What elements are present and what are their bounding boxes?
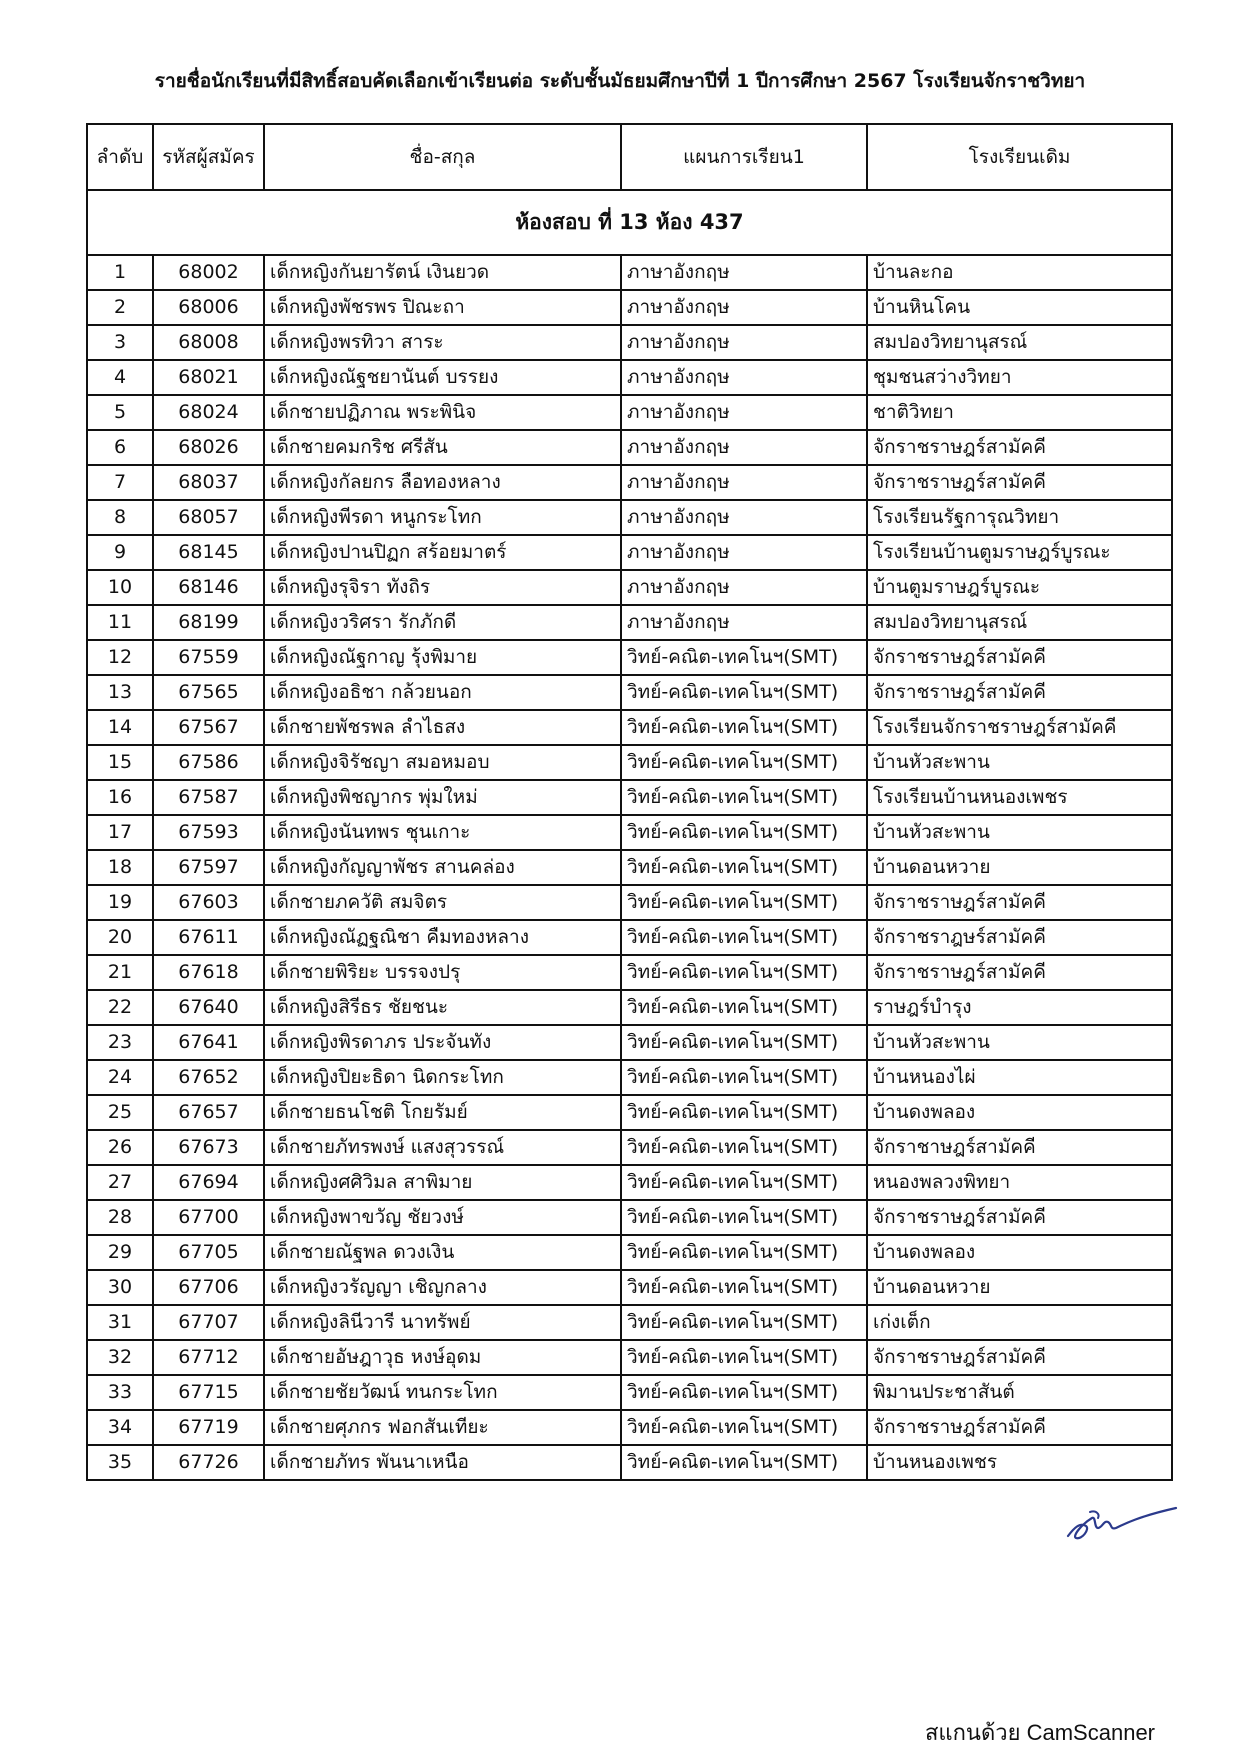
row-full-name-cell: เด็กหญิงจิรัชญา สมอหมอบ (264, 745, 621, 780)
table-row (87, 255, 1172, 290)
row-former-school-cell: บ้านหัวสะพาน (867, 1025, 1172, 1060)
row-full-name-cell: เด็กหญิงศศิวิมล สาพิมาย (264, 1165, 621, 1200)
row-former-school-cell: ราษฎร์บำรุง (867, 990, 1172, 1025)
row-study-plan-cell: ภาษาอังกฤษ (621, 360, 867, 395)
row-order-cell: 9 (87, 535, 153, 570)
table-row (87, 570, 1172, 605)
row-applicant-id-cell: 68024 (153, 395, 264, 430)
row-full-name-cell: เด็กหญิงกัญญาพัชร สานคล่อง (264, 850, 621, 885)
table-header-row (87, 124, 1172, 190)
row-study-plan-cell: ภาษาอังกฤษ (621, 570, 867, 605)
row-former-school-cell: สมปองวิทยานุสรณ์ (867, 605, 1172, 640)
row-full-name-cell: เด็กหญิงพรทิวา สาระ (264, 325, 621, 360)
row-former-school-cell: โรงเรียนจักราชราษฎร์สามัคคี (867, 710, 1172, 745)
row-former-school-cell: บ้านละกอ (867, 255, 1172, 290)
row-study-plan-cell: วิทย์-คณิต-เทคโนฯ(SMT) (621, 1095, 867, 1130)
row-study-plan-cell: ภาษาอังกฤษ (621, 500, 867, 535)
exam-room-header: ห้องสอบ ที่ 13 ห้อง 437 (87, 190, 1172, 255)
row-full-name-cell: เด็กชายพัชรพล ลำไธสง (264, 710, 621, 745)
row-study-plan-cell: วิทย์-คณิต-เทคโนฯ(SMT) (621, 990, 867, 1025)
row-study-plan-cell: วิทย์-คณิต-เทคโนฯ(SMT) (621, 710, 867, 745)
row-full-name-cell: เด็กหญิงกันยารัตน์ เงินยวด (264, 255, 621, 290)
row-order-cell: 28 (87, 1200, 153, 1235)
row-applicant-id-cell: 68006 (153, 290, 264, 325)
table-row (87, 1375, 1172, 1410)
row-study-plan-cell: ภาษาอังกฤษ (621, 395, 867, 430)
row-former-school-cell: บ้านดอนหวาย (867, 1270, 1172, 1305)
row-former-school-cell: จักราชาษฎร์สามัคคี (867, 1130, 1172, 1165)
row-applicant-id-cell: 68002 (153, 255, 264, 290)
table-row (87, 675, 1172, 710)
row-former-school-cell: หนองพลวงพิทยา (867, 1165, 1172, 1200)
row-order-cell: 1 (87, 255, 153, 290)
row-order-cell: 11 (87, 605, 153, 640)
row-former-school-cell: จักราชราษฎร์สามัคคี (867, 640, 1172, 675)
row-study-plan-cell: วิทย์-คณิต-เทคโนฯ(SMT) (621, 1235, 867, 1270)
table-row (87, 430, 1172, 465)
row-study-plan-cell: วิทย์-คณิต-เทคโนฯ(SMT) (621, 1305, 867, 1340)
row-former-school-cell: จักราชราษฎร์สามัคคี (867, 885, 1172, 920)
table-row (87, 1445, 1172, 1480)
table-row (87, 745, 1172, 780)
row-former-school-cell: จักราชราษฎร์สามัคคี (867, 465, 1172, 500)
row-applicant-id-cell: 68145 (153, 535, 264, 570)
row-full-name-cell: เด็กชายปฏิภาณ พระพินิจ (264, 395, 621, 430)
row-order-cell: 15 (87, 745, 153, 780)
row-full-name-cell: เด็กชายณัฐพล ดวงเงิน (264, 1235, 621, 1270)
row-applicant-id-cell: 67726 (153, 1445, 264, 1480)
table-row (87, 955, 1172, 990)
row-order-cell: 24 (87, 1060, 153, 1095)
row-study-plan-cell: ภาษาอังกฤษ (621, 430, 867, 465)
row-applicant-id-cell: 67611 (153, 920, 264, 955)
row-applicant-id-cell: 67700 (153, 1200, 264, 1235)
row-applicant-id-cell: 67618 (153, 955, 264, 990)
table-row (87, 1305, 1172, 1340)
row-applicant-id-cell: 67657 (153, 1095, 264, 1130)
row-study-plan-cell: ภาษาอังกฤษ (621, 255, 867, 290)
row-order-cell: 17 (87, 815, 153, 850)
row-applicant-id-cell: 68026 (153, 430, 264, 465)
row-full-name-cell: เด็กหญิงพาขวัญ ชัยวงษ์ (264, 1200, 621, 1235)
row-study-plan-cell: วิทย์-คณิต-เทคโนฯ(SMT) (621, 1340, 867, 1375)
row-full-name-cell: เด็กหญิงพีรดา หนูกระโทก (264, 500, 621, 535)
table-row (87, 500, 1172, 535)
row-order-cell: 20 (87, 920, 153, 955)
table-row (87, 710, 1172, 745)
table-row (87, 850, 1172, 885)
table-row (87, 290, 1172, 325)
row-study-plan-cell: วิทย์-คณิต-เทคโนฯ(SMT) (621, 815, 867, 850)
row-order-cell: 3 (87, 325, 153, 360)
row-former-school-cell: โรงเรียนบ้านหนองเพชร (867, 780, 1172, 815)
table-row (87, 920, 1172, 955)
row-study-plan-cell: ภาษาอังกฤษ (621, 290, 867, 325)
table-row (87, 990, 1172, 1025)
row-full-name-cell: เด็กชายพิริยะ บรรจงปรุ (264, 955, 621, 990)
row-order-cell: 30 (87, 1270, 153, 1305)
row-former-school-cell: จักราชราษฎร์สามัคคี (867, 1410, 1172, 1445)
row-former-school-cell: บ้านดงพลอง (867, 1095, 1172, 1130)
row-former-school-cell: โรงเรียนบ้านตูมราษฎร์บูรณะ (867, 535, 1172, 570)
row-applicant-id-cell: 67705 (153, 1235, 264, 1270)
row-order-cell: 16 (87, 780, 153, 815)
row-order-cell: 14 (87, 710, 153, 745)
table-row (87, 605, 1172, 640)
table-row (87, 1130, 1172, 1165)
row-former-school-cell: ชุมชนสว่างวิทยา (867, 360, 1172, 395)
row-order-cell: 34 (87, 1410, 153, 1445)
row-former-school-cell: สมปองวิทยานุสรณ์ (867, 325, 1172, 360)
row-former-school-cell: จักราชราฎษร์สามัคคี (867, 920, 1172, 955)
row-former-school-cell: จักราชราษฎร์สามัคคี (867, 1340, 1172, 1375)
row-order-cell: 7 (87, 465, 153, 500)
row-study-plan-cell: วิทย์-คณิต-เทคโนฯ(SMT) (621, 1200, 867, 1235)
row-applicant-id-cell: 67587 (153, 780, 264, 815)
table-row (87, 325, 1172, 360)
row-former-school-cell: บ้านหนองเพชร (867, 1445, 1172, 1480)
row-applicant-id-cell: 67652 (153, 1060, 264, 1095)
row-applicant-id-cell: 67694 (153, 1165, 264, 1200)
row-full-name-cell: เด็กหญิงลินีวารี นาทรัพย์ (264, 1305, 621, 1340)
row-study-plan-cell: วิทย์-คณิต-เทคโนฯ(SMT) (621, 675, 867, 710)
row-former-school-cell: จักราชราษฎร์สามัคคี (867, 675, 1172, 710)
table-row (87, 885, 1172, 920)
row-applicant-id-cell: 67597 (153, 850, 264, 885)
row-order-cell: 19 (87, 885, 153, 920)
table-row (87, 395, 1172, 430)
row-order-cell: 5 (87, 395, 153, 430)
row-full-name-cell: เด็กหญิงณัฐชยานันต์ บรรยง (264, 360, 621, 395)
row-applicant-id-cell: 67567 (153, 710, 264, 745)
row-former-school-cell: บ้านหัวสะพาน (867, 745, 1172, 780)
table-row (87, 780, 1172, 815)
row-full-name-cell: เด็กชายภัทรพงษ์ แสงสุวรรณ์ (264, 1130, 621, 1165)
row-full-name-cell: เด็กหญิงกัลยกร ลือทองหลาง (264, 465, 621, 500)
row-former-school-cell: โรงเรียนรัฐการุณวิทยา (867, 500, 1172, 535)
row-former-school-cell: จักราชราษฎร์สามัคคี (867, 955, 1172, 990)
row-applicant-id-cell: 68146 (153, 570, 264, 605)
row-applicant-id-cell: 67593 (153, 815, 264, 850)
table-row (87, 535, 1172, 570)
row-former-school-cell: บ้านดงพลอง (867, 1235, 1172, 1270)
row-applicant-id-cell: 68037 (153, 465, 264, 500)
scanner-brand-footer: สแกนด้วย CamScanner (925, 1720, 1156, 1745)
row-applicant-id-cell: 67719 (153, 1410, 264, 1445)
row-study-plan-cell: วิทย์-คณิต-เทคโนฯ(SMT) (621, 1060, 867, 1095)
row-former-school-cell: จักราชราษฎร์สามัคคี (867, 1200, 1172, 1235)
row-study-plan-cell: วิทย์-คณิต-เทคโนฯ(SMT) (621, 920, 867, 955)
table-row (87, 465, 1172, 500)
column-header-applicant-id: รหัสผู้สมัคร (153, 124, 264, 190)
row-former-school-cell: ชาติวิทยา (867, 395, 1172, 430)
row-order-cell: 2 (87, 290, 153, 325)
row-order-cell: 29 (87, 1235, 153, 1270)
row-applicant-id-cell: 67715 (153, 1375, 264, 1410)
row-former-school-cell: เก่งเต็ก (867, 1305, 1172, 1340)
row-applicant-id-cell: 67559 (153, 640, 264, 675)
row-applicant-id-cell: 67673 (153, 1130, 264, 1165)
row-study-plan-cell: วิทย์-คณิต-เทคโนฯ(SMT) (621, 640, 867, 675)
row-former-school-cell: จักราชราษฎร์สามัคคี (867, 430, 1172, 465)
row-full-name-cell: เด็กหญิงพิชญากร พุ่มใหม่ (264, 780, 621, 815)
row-study-plan-cell: วิทย์-คณิต-เทคโนฯ(SMT) (621, 1025, 867, 1060)
row-study-plan-cell: วิทย์-คณิต-เทคโนฯ(SMT) (621, 1165, 867, 1200)
row-study-plan-cell: วิทย์-คณิต-เทคโนฯ(SMT) (621, 780, 867, 815)
table-row (87, 360, 1172, 395)
row-order-cell: 18 (87, 850, 153, 885)
row-full-name-cell: เด็กหญิงณัฐกาญ รุ้งพิมาย (264, 640, 621, 675)
table-row (87, 1025, 1172, 1060)
row-order-cell: 27 (87, 1165, 153, 1200)
table-row (87, 1235, 1172, 1270)
row-study-plan-cell: ภาษาอังกฤษ (621, 465, 867, 500)
row-former-school-cell: บ้านหินโคน (867, 290, 1172, 325)
row-former-school-cell: บ้านตูมราษฎร์บูรณะ (867, 570, 1172, 605)
row-full-name-cell: เด็กชายคมกริช ศรีสัน (264, 430, 621, 465)
row-applicant-id-cell: 67565 (153, 675, 264, 710)
row-study-plan-cell: วิทย์-คณิต-เทคโนฯ(SMT) (621, 1410, 867, 1445)
row-order-cell: 25 (87, 1095, 153, 1130)
row-applicant-id-cell: 67712 (153, 1340, 264, 1375)
row-order-cell: 31 (87, 1305, 153, 1340)
table-row (87, 1340, 1172, 1375)
row-full-name-cell: เด็กหญิงอธิชา กล้วยนอก (264, 675, 621, 710)
table-row (87, 640, 1172, 675)
table-row (87, 1410, 1172, 1445)
row-study-plan-cell: วิทย์-คณิต-เทคโนฯ(SMT) (621, 885, 867, 920)
row-full-name-cell: เด็กชายภัทร พันนาเหนือ (264, 1445, 621, 1480)
row-applicant-id-cell: 68057 (153, 500, 264, 535)
row-applicant-id-cell: 67640 (153, 990, 264, 1025)
row-order-cell: 12 (87, 640, 153, 675)
row-full-name-cell: เด็กหญิงนันทพร ชุนเกาะ (264, 815, 621, 850)
row-order-cell: 26 (87, 1130, 153, 1165)
row-order-cell: 23 (87, 1025, 153, 1060)
row-order-cell: 33 (87, 1375, 153, 1410)
row-study-plan-cell: ภาษาอังกฤษ (621, 605, 867, 640)
row-applicant-id-cell: 67603 (153, 885, 264, 920)
row-study-plan-cell: ภาษาอังกฤษ (621, 535, 867, 570)
row-full-name-cell: เด็กหญิงปานปิฏก สร้อยมาตร์ (264, 535, 621, 570)
row-applicant-id-cell: 68008 (153, 325, 264, 360)
table-row (87, 1200, 1172, 1235)
row-full-name-cell: เด็กชายศุภกร ฟอกสันเทียะ (264, 1410, 621, 1445)
signature-mark (1060, 1488, 1180, 1548)
row-study-plan-cell: วิทย์-คณิต-เทคโนฯ(SMT) (621, 1270, 867, 1305)
student-roster-table (86, 123, 1173, 1481)
row-former-school-cell: พิมานประชาสันต์ (867, 1375, 1172, 1410)
row-study-plan-cell: วิทย์-คณิต-เทคโนฯ(SMT) (621, 1130, 867, 1165)
row-full-name-cell: เด็กหญิงพัชรพร ปิณะถา (264, 290, 621, 325)
table-row (87, 1270, 1172, 1305)
table-row (87, 1060, 1172, 1095)
row-applicant-id-cell: 67706 (153, 1270, 264, 1305)
page-title: รายชื่อนักเรียนที่มีสิทธิ์สอบคัดเลือกเข้าเรียนต่อ ระดับชั้นมัธยมศึกษาปีที่ 1 ปีการศึกษา 2567 โรงเรียนจักราชวิทยา (154, 70, 1086, 92)
column-header-order: ลำดับ (87, 124, 153, 190)
row-study-plan-cell: วิทย์-คณิต-เทคโนฯ(SMT) (621, 1445, 867, 1480)
row-order-cell: 22 (87, 990, 153, 1025)
row-full-name-cell: เด็กหญิงปิยะธิดา นิดกระโทก (264, 1060, 621, 1095)
row-full-name-cell: เด็กชายชัยวัฒน์ ทนกระโทก (264, 1375, 621, 1410)
row-applicant-id-cell: 68021 (153, 360, 264, 395)
row-order-cell: 10 (87, 570, 153, 605)
row-full-name-cell: เด็กหญิงสิรีธร ชัยชนะ (264, 990, 621, 1025)
row-full-name-cell: เด็กหญิงรุจิรา ทังถิร (264, 570, 621, 605)
row-full-name-cell: เด็กชายอัษฎาวุธ หงษ์อุดม (264, 1340, 621, 1375)
row-full-name-cell: เด็กหญิงณัฏฐณิชา คืมทองหลาง (264, 920, 621, 955)
row-study-plan-cell: วิทย์-คณิต-เทคโนฯ(SMT) (621, 745, 867, 780)
row-study-plan-cell: วิทย์-คณิต-เทคโนฯ(SMT) (621, 955, 867, 990)
row-order-cell: 13 (87, 675, 153, 710)
row-order-cell: 8 (87, 500, 153, 535)
column-header-former-school: โรงเรียนเดิม (867, 124, 1172, 190)
row-study-plan-cell: ภาษาอังกฤษ (621, 325, 867, 360)
row-applicant-id-cell: 68199 (153, 605, 264, 640)
row-order-cell: 6 (87, 430, 153, 465)
row-full-name-cell: เด็กชายธนโชติ โกยรัมย์ (264, 1095, 621, 1130)
row-order-cell: 21 (87, 955, 153, 990)
row-applicant-id-cell: 67641 (153, 1025, 264, 1060)
row-applicant-id-cell: 67707 (153, 1305, 264, 1340)
row-applicant-id-cell: 67586 (153, 745, 264, 780)
table-row (87, 1165, 1172, 1200)
row-study-plan-cell: วิทย์-คณิต-เทคโนฯ(SMT) (621, 1375, 867, 1410)
row-study-plan-cell: วิทย์-คณิต-เทคโนฯ(SMT) (621, 850, 867, 885)
row-former-school-cell: บ้านดอนหวาย (867, 850, 1172, 885)
room-header-row (87, 190, 1172, 255)
table-body (87, 190, 1172, 1480)
row-order-cell: 35 (87, 1445, 153, 1480)
row-order-cell: 4 (87, 360, 153, 395)
row-former-school-cell: บ้านหนองไผ่ (867, 1060, 1172, 1095)
row-full-name-cell: เด็กหญิงพิรดาภร ประจันทัง (264, 1025, 621, 1060)
row-full-name-cell: เด็กหญิงวริศรา รักภักดี (264, 605, 621, 640)
table-row (87, 1095, 1172, 1130)
row-full-name-cell: เด็กชายภควัติ สมจิตร (264, 885, 621, 920)
row-order-cell: 32 (87, 1340, 153, 1375)
column-header-full-name: ชื่อ-สกุล (264, 124, 621, 190)
row-former-school-cell: บ้านหัวสะพาน (867, 815, 1172, 850)
table-row (87, 815, 1172, 850)
row-full-name-cell: เด็กหญิงวรัญญา เชิญกลาง (264, 1270, 621, 1305)
column-header-study-plan: แผนการเรียน1 (621, 124, 867, 190)
